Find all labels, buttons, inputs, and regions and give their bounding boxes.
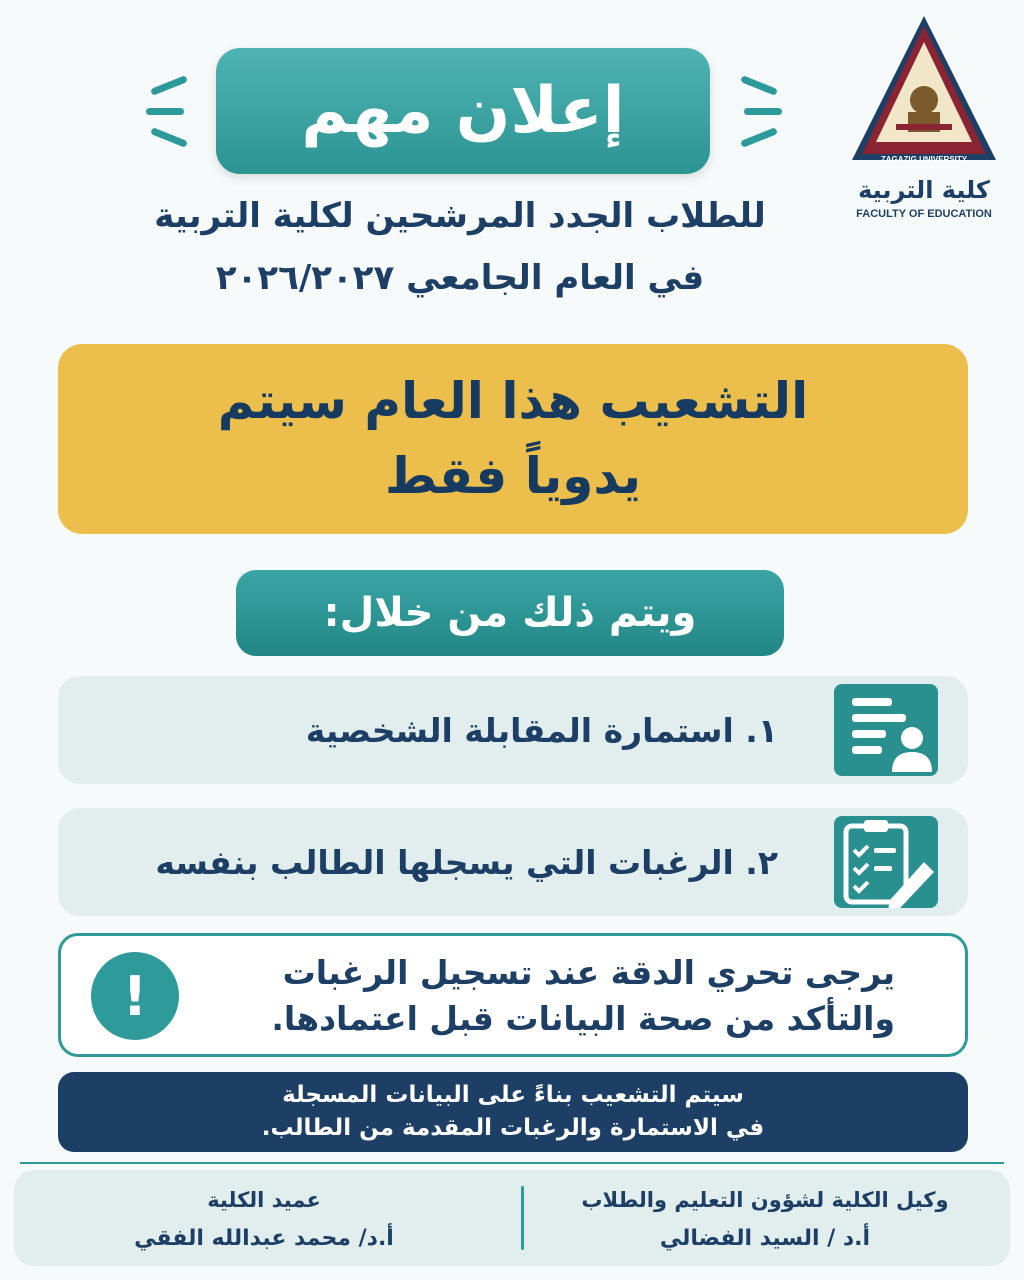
faculty-logo xyxy=(848,12,1000,220)
signature-role: وكيل الكلية لشؤون التعليم والطلاب xyxy=(581,1188,949,1212)
form-user-icon xyxy=(834,684,938,776)
warning-line-2: والتأكد من صحة البيانات قبل اعتمادها. xyxy=(271,999,895,1039)
decor-dash xyxy=(740,75,778,96)
decor-dash xyxy=(740,127,778,148)
faculty-name-en: FACULTY OF EDUCATION xyxy=(856,208,992,220)
signature-right xyxy=(550,1180,980,1258)
warning-note xyxy=(58,933,968,1057)
list-item xyxy=(58,808,968,916)
highlight-line-1: التشعيب هذا العام سيتم xyxy=(217,372,809,430)
item-text: ١. استمارة المقابلة الشخصية xyxy=(305,710,778,750)
info-box xyxy=(58,1072,968,1152)
item-text: ٢. الرغبات التي يسجلها الطالب بنفسه xyxy=(155,842,778,882)
divider xyxy=(20,1162,1004,1164)
decor-dash xyxy=(146,108,184,115)
info-line-2: في الاستمارة والرغبات المقدمة من الطالب. xyxy=(261,1115,765,1141)
announcement-badge xyxy=(216,48,710,174)
subtitle-line-1: للطلاب الجدد المرشحين لكلية التربية xyxy=(154,196,766,236)
signature-role: عميد الكلية xyxy=(207,1188,321,1212)
clipboard-pen-icon xyxy=(834,816,938,908)
decor-dash xyxy=(150,127,188,148)
decor-dash xyxy=(150,75,188,96)
list-item xyxy=(58,676,968,784)
university-seal-icon xyxy=(848,12,1000,172)
info-line-1: سيتم التشعيب بناءً على البيانات المسجلة xyxy=(282,1081,744,1108)
exclamation-icon: ! xyxy=(91,952,179,1040)
through-label: ويتم ذلك من خلال: xyxy=(323,590,697,636)
signature-name: أ.د / السيد الفضالي xyxy=(659,1226,871,1251)
warning-text xyxy=(195,950,895,1042)
signature-left xyxy=(84,1180,444,1258)
announcement-title: إعلان مهم xyxy=(301,74,625,148)
faculty-name-ar: كلية التربية xyxy=(858,176,990,204)
subtitle-line-2: في العام الجامعي ٢٠٢٦/٢٠٢٧ xyxy=(215,258,705,298)
signature-box xyxy=(14,1170,1010,1266)
seal-text: ZAGAZIG UNIVERSITY xyxy=(880,155,968,164)
signature-name: أ.د/ محمد عبدالله الفقي xyxy=(134,1226,394,1251)
decor-dash xyxy=(744,108,782,115)
signature-separator xyxy=(521,1186,524,1250)
through-banner xyxy=(236,570,784,656)
highlight-line-2: يدوياً فقط xyxy=(385,447,641,505)
highlight-box xyxy=(58,344,968,534)
warning-line-1: يرجى تحري الدقة عند تسجيل الرغبات xyxy=(282,953,895,992)
